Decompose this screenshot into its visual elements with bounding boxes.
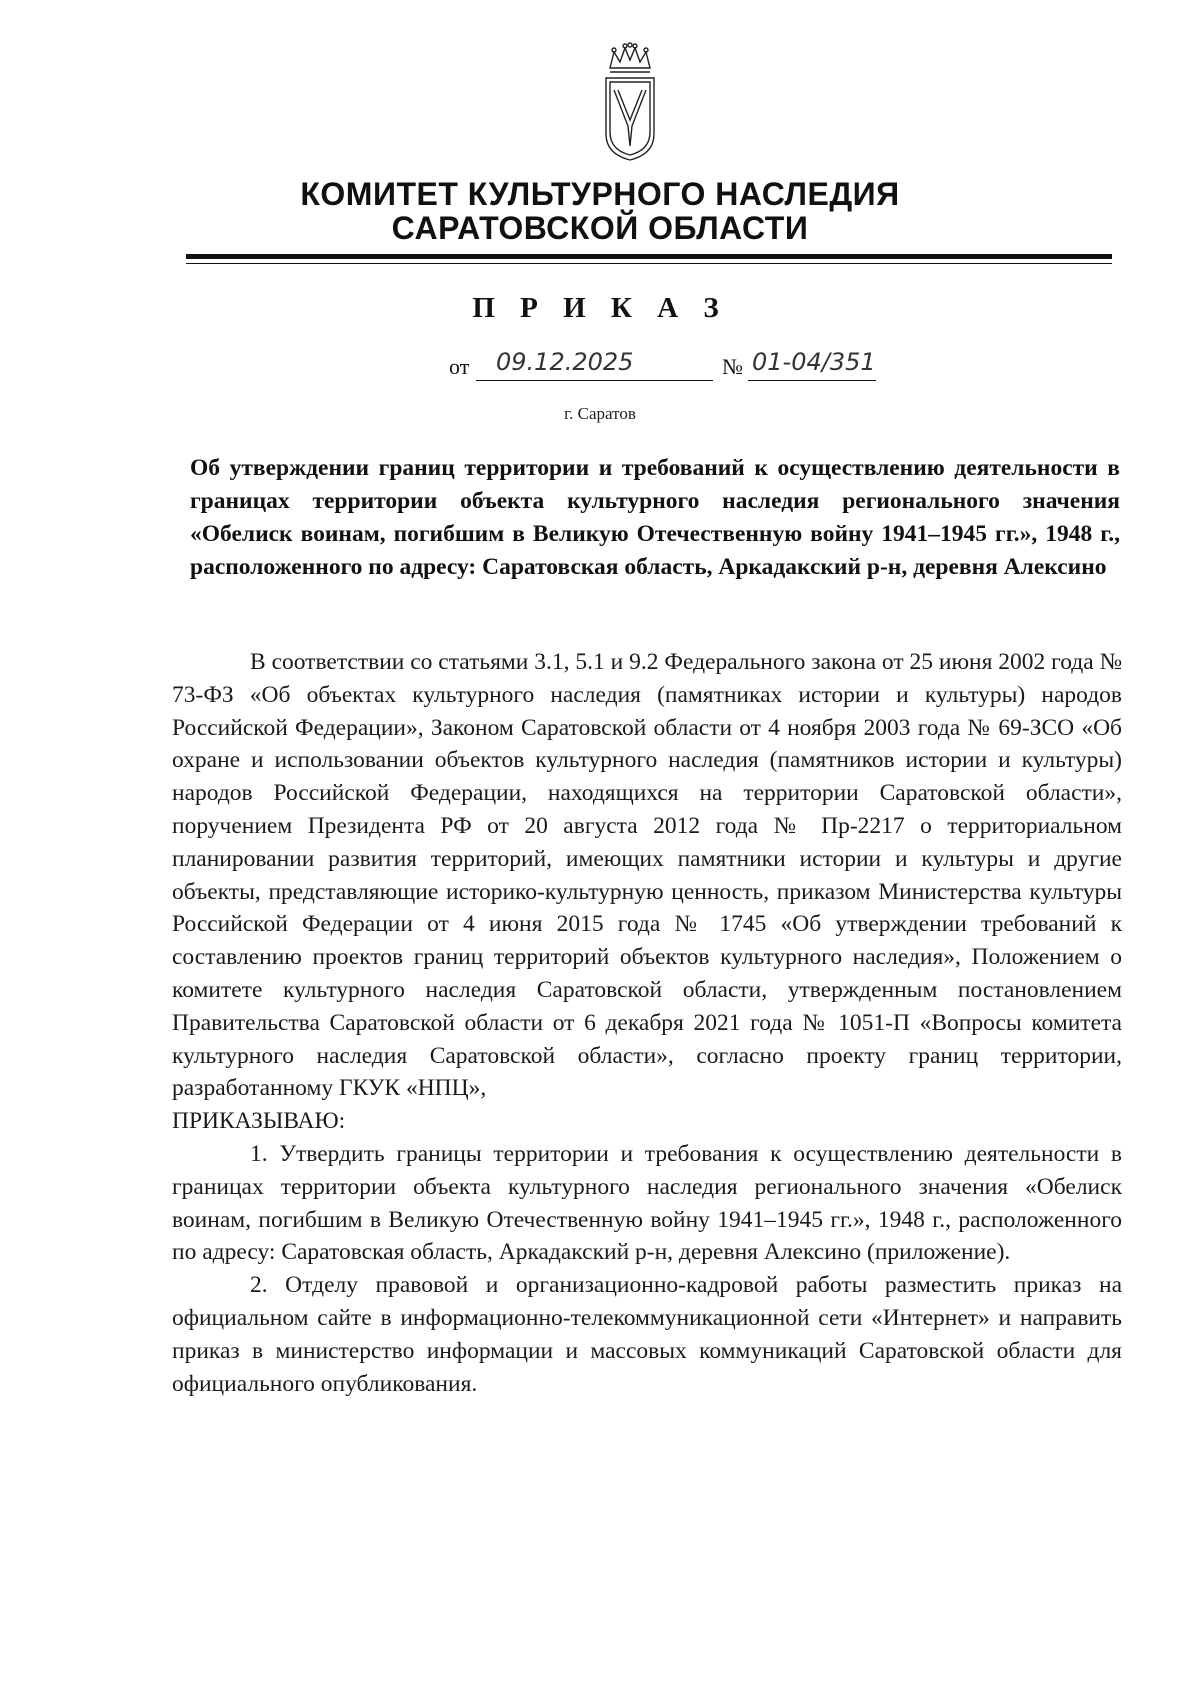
date-prefix: от	[449, 354, 470, 379]
date-value-handwritten: 09.12.2025	[496, 348, 634, 376]
date-number-line	[0, 348, 1200, 384]
document-body	[172, 646, 1122, 1400]
organization-name-line1: КОМИТЕТ КУЛЬТУРНОГО НАСЛЕДИЯ	[300, 176, 900, 212]
document-type-heading: П Р И К А З	[472, 292, 728, 324]
command-word: ПРИКАЗЫВАЮ:	[172, 1108, 346, 1135]
organization-name-line2: САРАТОВСКОЙ ОБЛАСТИ	[391, 210, 809, 246]
saratov-coat-of-arms-icon	[602, 42, 658, 162]
city-label: г. Саратов	[564, 404, 636, 423]
number-prefix: №	[722, 354, 743, 379]
number-value-handwritten: 01-04/351	[752, 348, 876, 376]
date-underline	[476, 380, 713, 381]
order-item-2: 2. Отделу правовой и организационно-кадровой работы разместить приказ на официальном сайте в информационно-телекоммуникационной сети «Интернет» и направить приказ в министерство информации и массовых коммуникаций Саратовской области для официального опубликования.	[172, 1272, 1122, 1397]
preamble-paragraph: В соответствии со статьями 3.1, 5.1 и 9.2 Федерального закона от 25 июня 2002 года № 73-ФЗ «Об объектах культурного наследия (памятниках истории и культуры) народов Российской Федерации», Законом Саратовской области от 4 ноября 2003 года № 69-ЗСО «Об охране и использовании объектов культурного наследия (памятников истории и культуры) народов Российской Федерации, находящихся на территории Саратовской области», поручением Президента РФ от 20 августа 2012 года № Пр-2217 о территориальном планировании развития территорий, имеющих памятники истории и культуры и другие объекты, представляющие историко-культурную ценность, приказом Министерства культуры Российской Федерации от 4 июня 2015 года № 1745 «Об утверждении требований к составлению проектов границ территорий объектов культурного наследия», Положением о комитете культурного наследия Саратовской области, утвержденным постановлением Правительства Саратовской области от 6 декабря 2021 года № 1051-П «Вопросы комитета культурного наследия Саратовской области», согласно проекту границ территории, разработанному ГКУК «НПЦ»,	[172, 649, 1122, 1102]
header-divider-thin	[186, 263, 1112, 264]
header-divider-thick	[186, 254, 1112, 259]
number-underline	[748, 380, 876, 381]
document-title: Об утверждении границ территории и требований к осуществлению деятельности в границах территории объекта культурного наследия регионального значения «Обелиск воинам, погибшим в Великую Отечественную войну 1941–1945 гг.», 1948 г., расположенного по адресу: Саратовская область, Аркадакский р-н, деревня Алексино	[190, 455, 1120, 580]
order-item-1: 1. Утвердить границы территории и требования к осуществлению деятельности в границах территории объекта культурного наследия регионального значения «Обелиск воинам, погибшим в Великую Отечественную войну 1941–1945 гг.», 1948 г., расположенного по адресу: Саратовская область, Аркадакский р-н, деревня Алексино (приложение).	[172, 1140, 1122, 1266]
